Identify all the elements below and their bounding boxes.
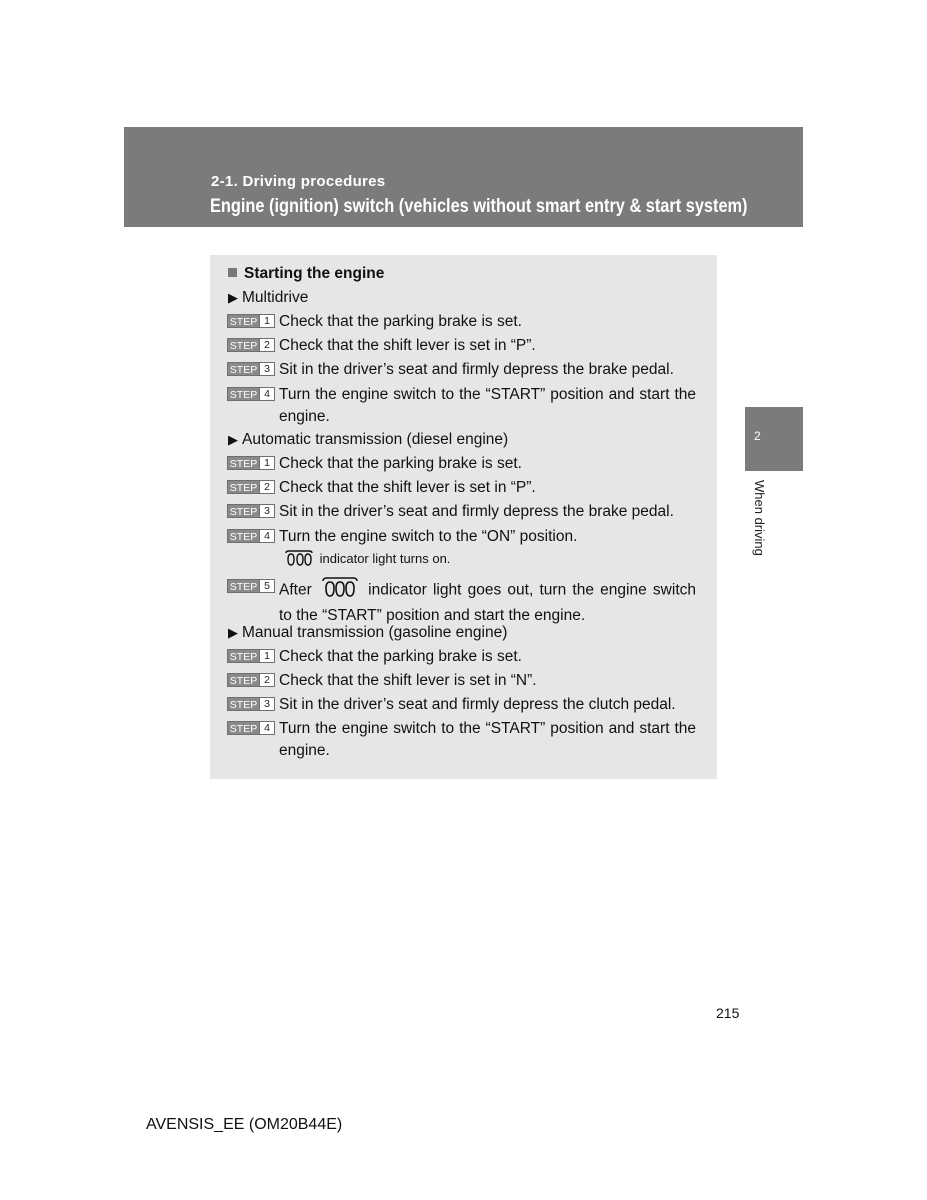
subsection-multidrive: ▶ Multidrive: [228, 289, 309, 306]
page-number: 215: [716, 1005, 740, 1021]
footer-model-code: AVENSIS_EE (OM20B44E): [146, 1116, 343, 1133]
step-badge: STEP 2: [227, 480, 275, 494]
chapter-tab-label: When driving: [752, 480, 767, 556]
step-text: Check that the shift lever is set in “P”.: [279, 337, 536, 354]
step-badge: STEP 1: [227, 314, 275, 328]
step-badge: STEP 2: [227, 673, 275, 687]
triangle-bullet-icon: ▶: [228, 290, 238, 305]
chapter-tab-number: 2: [754, 429, 761, 443]
step-text: Turn the engine switch to the “ON” position.: [279, 528, 578, 545]
step-badge: STEP 2: [227, 338, 275, 352]
glow-plug-indicator-icon: [318, 576, 362, 605]
step-text: Sit in the driver’s seat and firmly depress the brake pedal.: [279, 503, 674, 520]
chapter-header: [124, 127, 803, 227]
glow-plug-indicator-icon: [282, 549, 316, 570]
indicator-note: indicator light turns on.: [282, 549, 450, 570]
triangle-bullet-icon: ▶: [228, 432, 238, 447]
step-text: Check that the parking brake is set.: [279, 648, 522, 665]
step-badge: STEP 3: [227, 697, 275, 711]
step-text: Sit in the driver’s seat and firmly depress the brake pedal.: [279, 361, 674, 378]
step-text: Turn the engine switch to the “START” position and start the engine.: [279, 720, 696, 759]
step-badge: STEP 1: [227, 649, 275, 663]
triangle-bullet-icon: ▶: [228, 625, 238, 640]
page-title: Engine (ignition) switch (vehicles without smart entry & start system): [210, 196, 748, 217]
step-text: After indicator light goes out, turn the engine switch to the “START” position and start the engine.: [279, 576, 696, 626]
square-bullet-icon: [228, 268, 237, 277]
step-text: Check that the shift lever is set in “P”.: [279, 479, 536, 496]
step-badge: STEP 3: [227, 504, 275, 518]
section-heading: Starting the engine: [228, 263, 384, 284]
step-badge: STEP 4: [227, 529, 275, 543]
step-text: Turn the engine switch to the “START” position and start the engine.: [279, 386, 696, 425]
step-badge: STEP 4: [227, 387, 275, 401]
step-badge: STEP 1: [227, 456, 275, 470]
step-text: Check that the shift lever is set in “N”.: [279, 672, 537, 689]
step-badge: STEP 4: [227, 721, 275, 735]
step-text: Check that the parking brake is set.: [279, 455, 522, 472]
subsection-automatic: ▶ Automatic transmission (diesel engine): [228, 431, 509, 448]
step-text: Sit in the driver’s seat and firmly depress the clutch pedal.: [279, 696, 676, 713]
step-badge: STEP 5: [227, 579, 275, 593]
step-text: Check that the parking brake is set.: [279, 313, 522, 330]
content-box: [210, 255, 717, 779]
section-label: 2-1. Driving procedures: [211, 173, 386, 190]
step-badge: STEP 3: [227, 362, 275, 376]
subsection-manual: ▶ Manual transmission (gasoline engine): [228, 624, 508, 641]
chapter-tab: [745, 407, 803, 471]
